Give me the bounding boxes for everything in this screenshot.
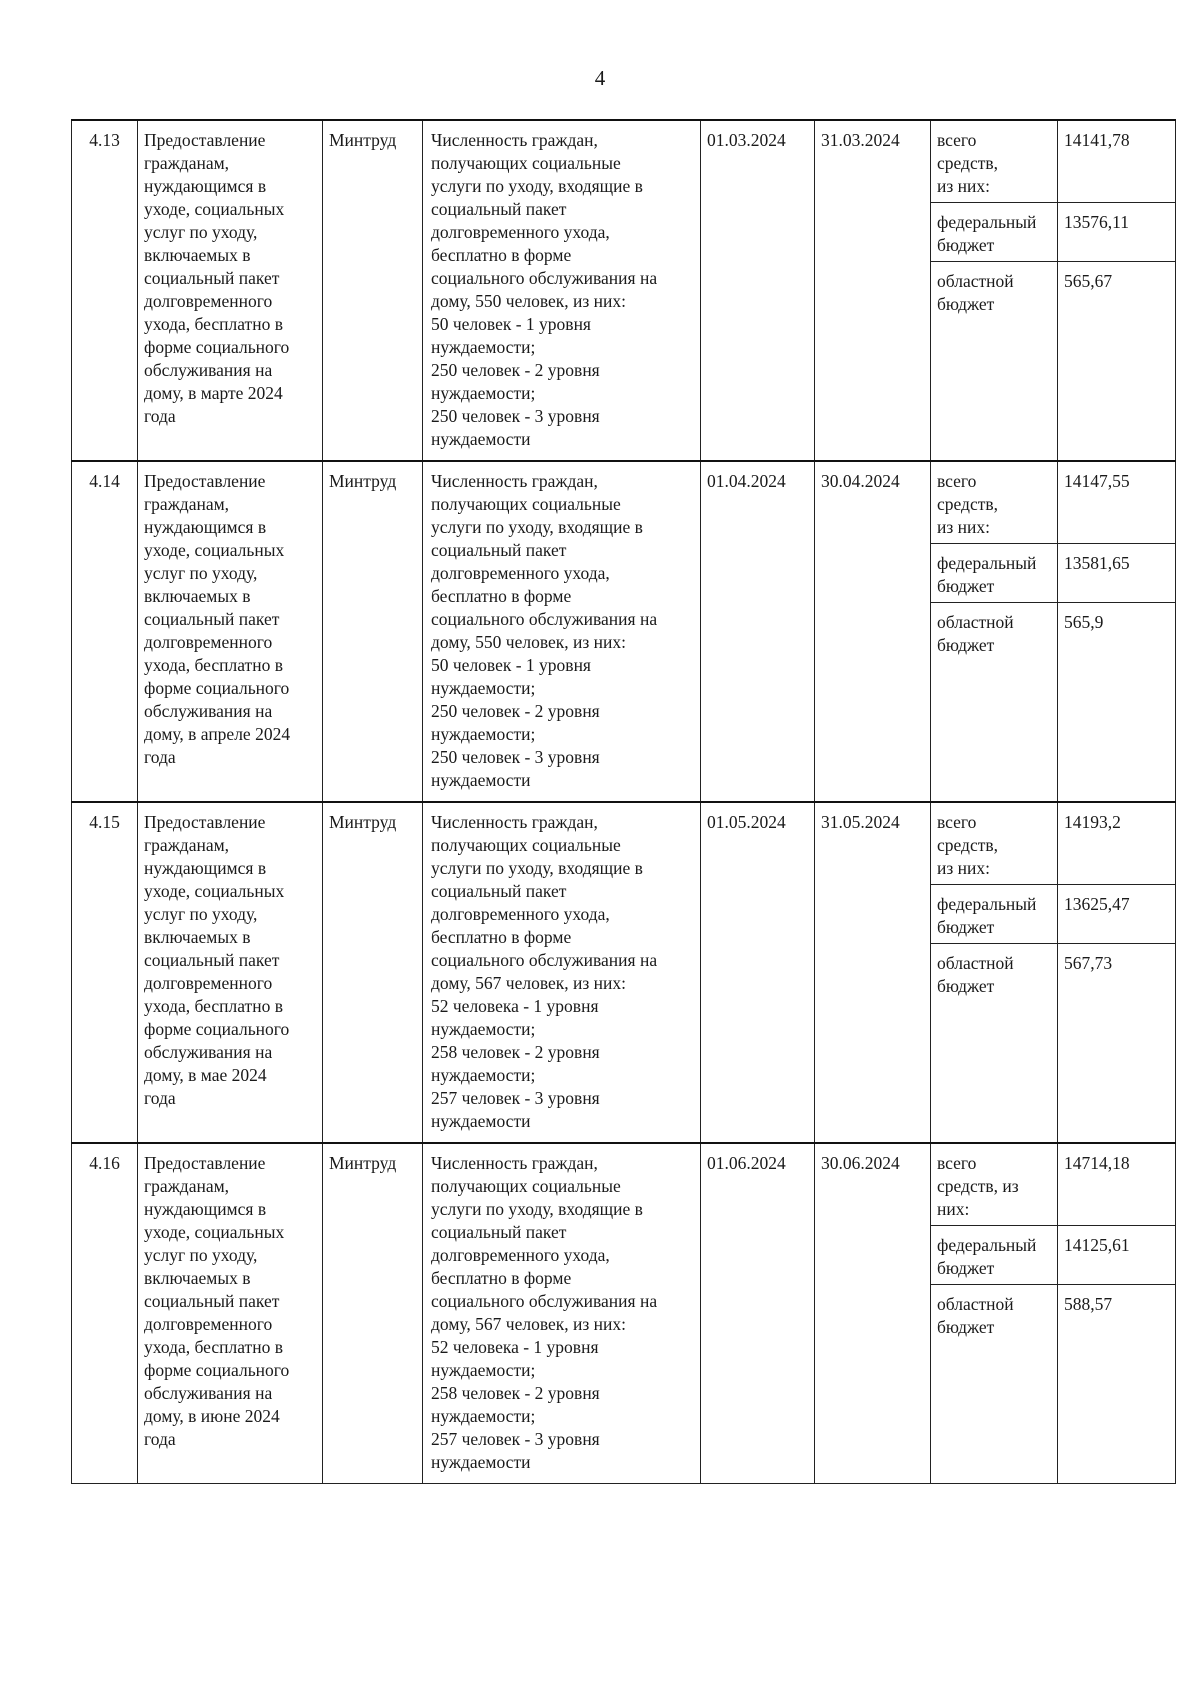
start-date: 01.03.2024 [701, 120, 815, 461]
funding-amount-total: 14714,18 [1058, 1143, 1176, 1226]
measures-table [71, 119, 1176, 1484]
funding-amount-federal: 13581,65 [1058, 544, 1176, 603]
funding-label-regional: областной бюджет [931, 603, 1058, 803]
funding-amount-total: 14193,2 [1058, 802, 1176, 885]
result-description: Численность граждан, получающих социальные услуги по уходу, входящие в социальный пакет долговременного ухода, бесплатно в форме социального обслуживания на дому, 550 человек, из них: 50 человек - 1 уровня нуждаемости; 250 человек - 2 уровня нуждаемости; 250 человек - 3 уровня нуждаемости [423, 461, 701, 802]
measure-name: Предоставление гражданам, нуждающимся в уходе, социальных услуг по уходу, включаемых в социальный пакет долговременного ухода, бесплатно в форме социального обслуживания на дому, в мае 2024 года [138, 802, 323, 1143]
table-row [72, 120, 1176, 203]
funding-label-federal: федеральный бюджет [931, 885, 1058, 944]
table-row [72, 1143, 1176, 1226]
funding-label-federal: федеральный бюджет [931, 1226, 1058, 1285]
start-date: 01.05.2024 [701, 802, 815, 1143]
end-date: 31.03.2024 [815, 120, 931, 461]
funding-amount-regional: 565,67 [1058, 262, 1176, 462]
measure-name: Предоставление гражданам, нуждающимся в уходе, социальных услуг по уходу, включаемых в социальный пакет долговременного ухода, бесплатно в форме социального обслуживания на дому, в марте 2024 года [138, 120, 323, 461]
responsible-agency: Минтруд [323, 461, 423, 802]
funding-label-regional: областной бюджет [931, 1285, 1058, 1484]
end-date: 31.05.2024 [815, 802, 931, 1143]
funding-amount-federal: 13625,47 [1058, 885, 1176, 944]
start-date: 01.06.2024 [701, 1143, 815, 1484]
funding-label-total: всего средств, из них: [931, 802, 1058, 885]
row-number: 4.14 [72, 461, 138, 802]
end-date: 30.06.2024 [815, 1143, 931, 1484]
result-description: Численность граждан, получающих социальные услуги по уходу, входящие в социальный пакет долговременного ухода, бесплатно в форме социального обслуживания на дому, 550 человек, из них: 50 человек - 1 уровня нуждаемости; 250 человек - 2 уровня нуждаемости; 250 человек - 3 уровня нуждаемости [423, 120, 701, 461]
result-description: Численность граждан, получающих социальные услуги по уходу, входящие в социальный пакет долговременного ухода, бесплатно в форме социального обслуживания на дому, 567 человек, из них: 52 человека - 1 уровня нуждаемости; 258 человек - 2 уровня нуждаемости; 257 человек - 3 уровня нуждаемости [423, 802, 701, 1143]
funding-label-regional: областной бюджет [931, 262, 1058, 462]
result-description: Численность граждан, получающих социальные услуги по уходу, входящие в социальный пакет долговременного ухода, бесплатно в форме социального обслуживания на дому, 567 человек, из них: 52 человека - 1 уровня нуждаемости; 258 человек - 2 уровня нуждаемости; 257 человек - 3 уровня нуждаемости [423, 1143, 701, 1484]
responsible-agency: Минтруд [323, 802, 423, 1143]
table-row [72, 802, 1176, 885]
row-number: 4.15 [72, 802, 138, 1143]
funding-amount-regional: 567,73 [1058, 944, 1176, 1144]
page-number: 4 [594, 66, 606, 90]
row-number: 4.13 [72, 120, 138, 461]
funding-amount-regional: 588,57 [1058, 1285, 1176, 1484]
end-date: 30.04.2024 [815, 461, 931, 802]
funding-amount-regional: 565,9 [1058, 603, 1176, 803]
row-number: 4.16 [72, 1143, 138, 1484]
funding-label-total: всего средств, из них: [931, 120, 1058, 203]
funding-amount-total: 14141,78 [1058, 120, 1176, 203]
funding-label-regional: областной бюджет [931, 944, 1058, 1144]
funding-amount-total: 14147,55 [1058, 461, 1176, 544]
responsible-agency: Минтруд [323, 1143, 423, 1484]
funding-label-federal: федеральный бюджет [931, 203, 1058, 262]
funding-amount-federal: 14125,61 [1058, 1226, 1176, 1285]
funding-label-total: всего средств, из них: [931, 1143, 1058, 1226]
funding-label-federal: федеральный бюджет [931, 544, 1058, 603]
measure-name: Предоставление гражданам, нуждающимся в уходе, социальных услуг по уходу, включаемых в социальный пакет долговременного ухода, бесплатно в форме социального обслуживания на дому, в июне 2024 года [138, 1143, 323, 1484]
funding-amount-federal: 13576,11 [1058, 203, 1176, 262]
start-date: 01.04.2024 [701, 461, 815, 802]
funding-label-total: всего средств, из них: [931, 461, 1058, 544]
measure-name: Предоставление гражданам, нуждающимся в уходе, социальных услуг по уходу, включаемых в социальный пакет долговременного ухода, бесплатно в форме социального обслуживания на дому, в апреле 2024 года [138, 461, 323, 802]
table-row [72, 461, 1176, 544]
responsible-agency: Минтруд [323, 120, 423, 461]
